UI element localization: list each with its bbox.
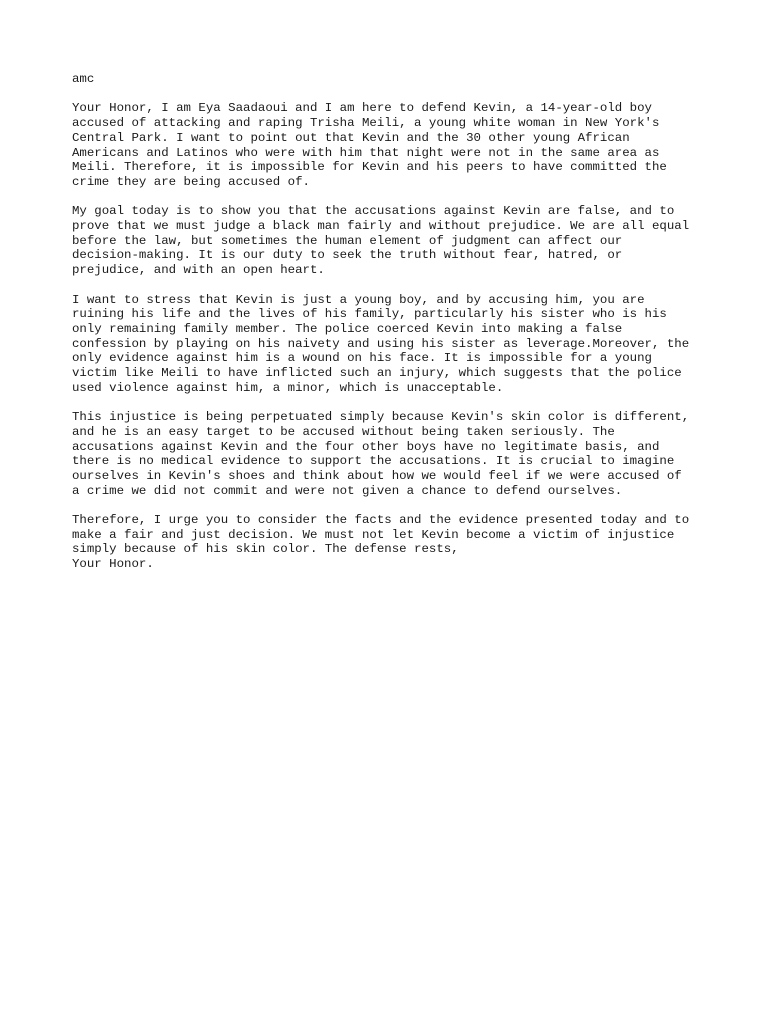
paragraph-coercion: I want to stress that Kevin is just a young boy, and by accusing him, you are ruining his life and the lives of his family, particularly his sister who is his only remaining family member. The police coerced Kevin into making a false confession by playing on his naivety and using his sister as leverage.Moreover, the only evidence against him is a wound on his face. It is impossible for a young victim like Meili to have inflicted such an injury, which suggests that the police used violence against him, a minor, which is unacceptable. — [72, 292, 690, 395]
paragraph-introduction: Your Honor, I am Eya Saadaoui and I am here to defend Kevin, a 14-year-old boy accused of attacking and raping Trisha Meili, a young white woman in New York's Central Park. I want to point out that Kevin and the 30 other young African Americans and Latinos who were with him that night were not in the same area as Meili. Therefore, it is impossible for Kevin and his peers to have committed the crime they are being accused of. — [72, 101, 667, 189]
document-page — [72, 72, 712, 572]
paragraph-goal: My goal today is to show you that the accusations against Kevin are false, and to prove that we must judge a black man fairly and without prejudice. We are all equal before the law, but sometimes the human element of judgment can affect our decision-making. It is our duty to seek the truth without fear, hatred, or prejudice, and with an open heart. — [72, 204, 690, 278]
paragraph-injustice: This injustice is being perpetuated simply because Kevin's skin color is different, and he is an easy target to be accused without being taken seriously. The accusations against Kevin and the four other boys have no legitimate basis, and there is no medical evidence to support the accusations. It is crucial to imagine ourselves in Kevin's shoes and think about how we would feel if we were accused of a crime we did not commit and were not given a chance to defend ourselves. — [72, 410, 690, 498]
document-header: amc — [72, 72, 95, 86]
paragraph-conclusion: Therefore, I urge you to consider the facts and the evidence presented today and to make a fair and just decision. We must not let Kevin become a victim of injustice simply because of his skin color. The defense rests, Your Honor. — [72, 513, 690, 572]
